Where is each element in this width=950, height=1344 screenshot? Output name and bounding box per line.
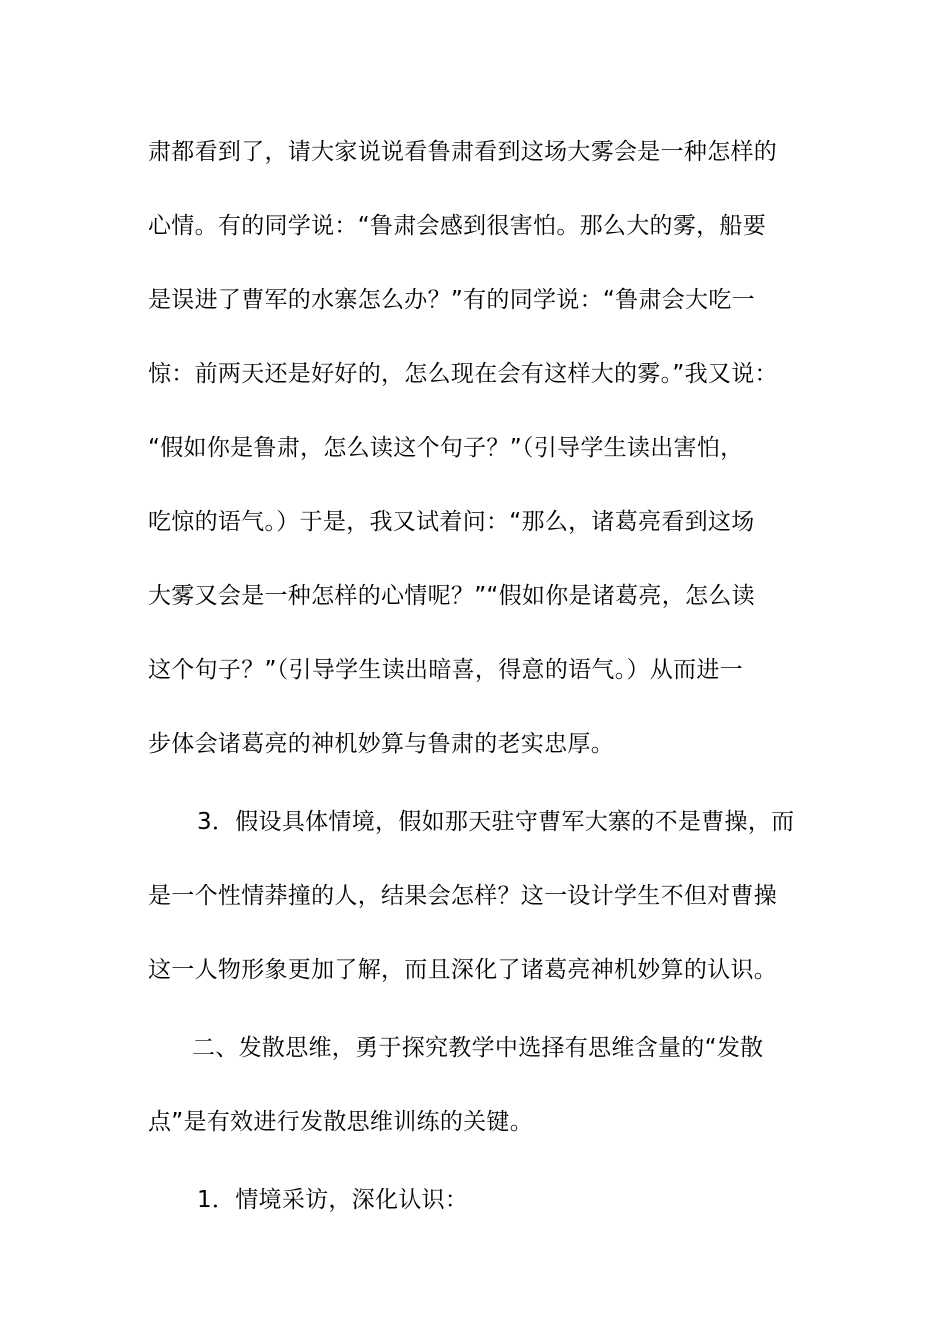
section-heading-line: 二、发散思维，勇于探究教学中选择有思维含量的“发散	[192, 1035, 764, 1061]
paragraph-line-11: 是一个性情莽撞的人，结果会怎样？这一设计学生不但对曹操	[148, 883, 778, 909]
paragraph-line-5: “假如你是鲁肃，怎么读这个句子？”（引导学生读出害怕，	[148, 435, 744, 461]
paragraph-line-7: 大雾又会是一种怎样的心情呢？”“假如你是诸葛亮，怎么读	[148, 583, 755, 609]
paragraph-line-12: 这一人物形象更加了解，而且深化了诸葛亮神机妙算的认识。	[148, 957, 778, 983]
paragraph-line-3: 是误进了曹军的水寨怎么办？”有的同学说：“鲁肃会大吃一	[148, 287, 755, 313]
paragraph-line-2: 心情。有的同学说：“鲁肃会感到很害怕。那么大的雾，船要	[148, 213, 767, 239]
paragraph-line-9: 步体会诸葛亮的神机妙算与鲁肃的老实忠厚。	[148, 731, 614, 757]
paragraph-line-1: 肃都看到了，请大家说说看鲁肃看到这场大雾会是一种怎样的	[148, 139, 778, 165]
paragraph-line-10: 3．假设具体情境，假如那天驻守曹军大寨的不是曹操，而	[197, 809, 795, 835]
subheading-line: 1．情境采访，深化认识：	[197, 1187, 469, 1213]
paragraph-line-6: 吃惊的语气。）于是，我又试着问：“那么，诸葛亮看到这场	[148, 509, 755, 535]
paragraph-line-14: 点”是有效进行发散思维训练的关键。	[148, 1109, 534, 1135]
paragraph-line-8: 这个句子？”（引导学生读出暗喜，得意的语气。）从而进一	[148, 657, 744, 683]
paragraph-line-4: 惊：前两天还是好好的，怎么现在会有这样大的雾。”我又说：	[148, 361, 778, 387]
